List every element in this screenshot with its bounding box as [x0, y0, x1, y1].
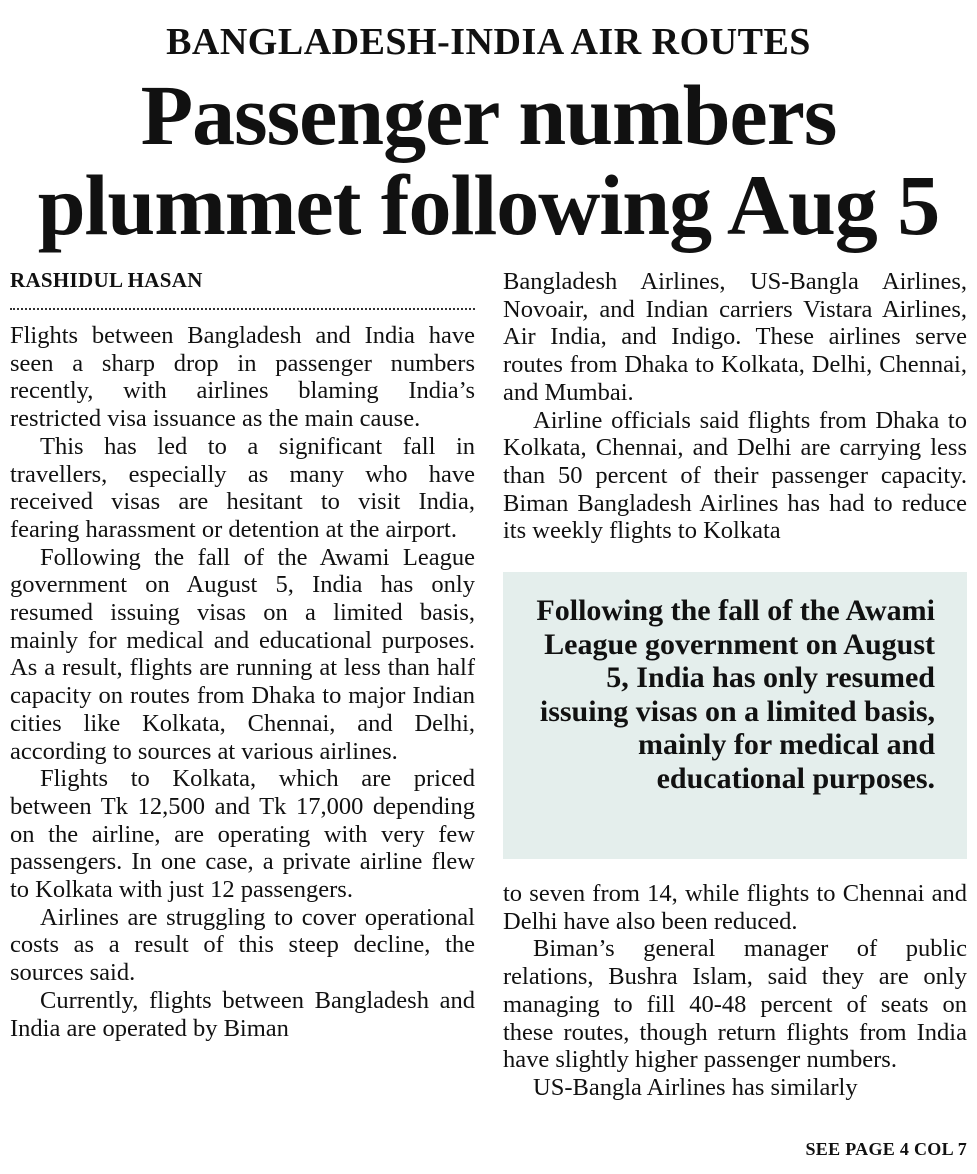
paragraph: Airline officials said flights from Dhaka to Kolkata, Chennai, and Delhi are carrying less than 50 percent of their passenger capacity. Biman Bangladesh Airlines has had to reduce its weekly flights to Kolkata — [503, 406, 967, 545]
paragraph: Bangladesh Airlines, US-Bangla Airlines, Novoair, and Indian carriers Vistara Airlines, Air India, and Indigo. These airlines serve routes from Dhaka to Kolkata, Delhi, Chennai, and Mumbai. — [503, 268, 967, 406]
paragraph: Flights to Kolkata, which are priced between Tk 12,500 and Tk 17,000 depending on the airline, are operating with very few passengers. In one case, a private airline flew to Kolkata with just 12 passengers. — [10, 765, 475, 904]
paragraph: to seven from 14, while flights to Chennai and Delhi have also been reduced. — [503, 880, 967, 935]
paragraph: Flights between Bangladesh and India have seen a sharp drop in passenger numbers recently, with airlines blaming India’s restricted visa issuance as the main cause. — [10, 322, 475, 433]
byline-divider — [10, 308, 475, 310]
paragraph: US-Bangla Airlines has similarly — [533, 1073, 858, 1101]
right-column-top — [503, 268, 967, 545]
headline-line-2: plummet following Aug 5 — [37, 157, 940, 253]
paragraph: This has led to a significant fall in travellers, especially as many who have received visas are hesitant to visit India, fearing harassment or detention at the airport. — [10, 432, 475, 543]
continuation-jump-line: SEE PAGE 4 COL 7 — [805, 1139, 967, 1159]
byline: RASHIDUL HASAN — [10, 268, 203, 292]
paragraph: Biman’s general manager of public relations, Bushra Islam, said they are only managing to fill 40-48 percent of seats on these routes, though return flights from India have slightly higher passenger numbers. — [503, 935, 967, 1074]
paragraph: Airlines are struggling to cover operational costs as a result of this steep decline, the sources said. — [10, 903, 475, 987]
headline-line-1: Passenger numbers — [140, 67, 837, 163]
right-column-bottom — [503, 880, 967, 1102]
left-column — [10, 322, 475, 1042]
kicker: BANGLADESH-INDIA AIR ROUTES — [166, 21, 811, 63]
headline — [0, 67, 977, 253]
pull-quote-box — [503, 572, 967, 859]
pull-quote: Following the fall of the Awami League government on August 5, India has only resumed issuing visas on a limited basis, mainly for medical and educational purposes. — [536, 594, 935, 795]
paragraph: Following the fall of the Awami League government on August 5, India has only resumed issuing visas on a limited basis, mainly for medical and educational purposes. As a result, flights are running at less than half capacity on routes from Dhaka to major Indian cities like Kolkata, Chennai, and Delhi, according to sources at various airlines. — [10, 543, 475, 765]
paragraph: Currently, flights between Bangladesh and India are operated by Biman — [10, 986, 475, 1042]
